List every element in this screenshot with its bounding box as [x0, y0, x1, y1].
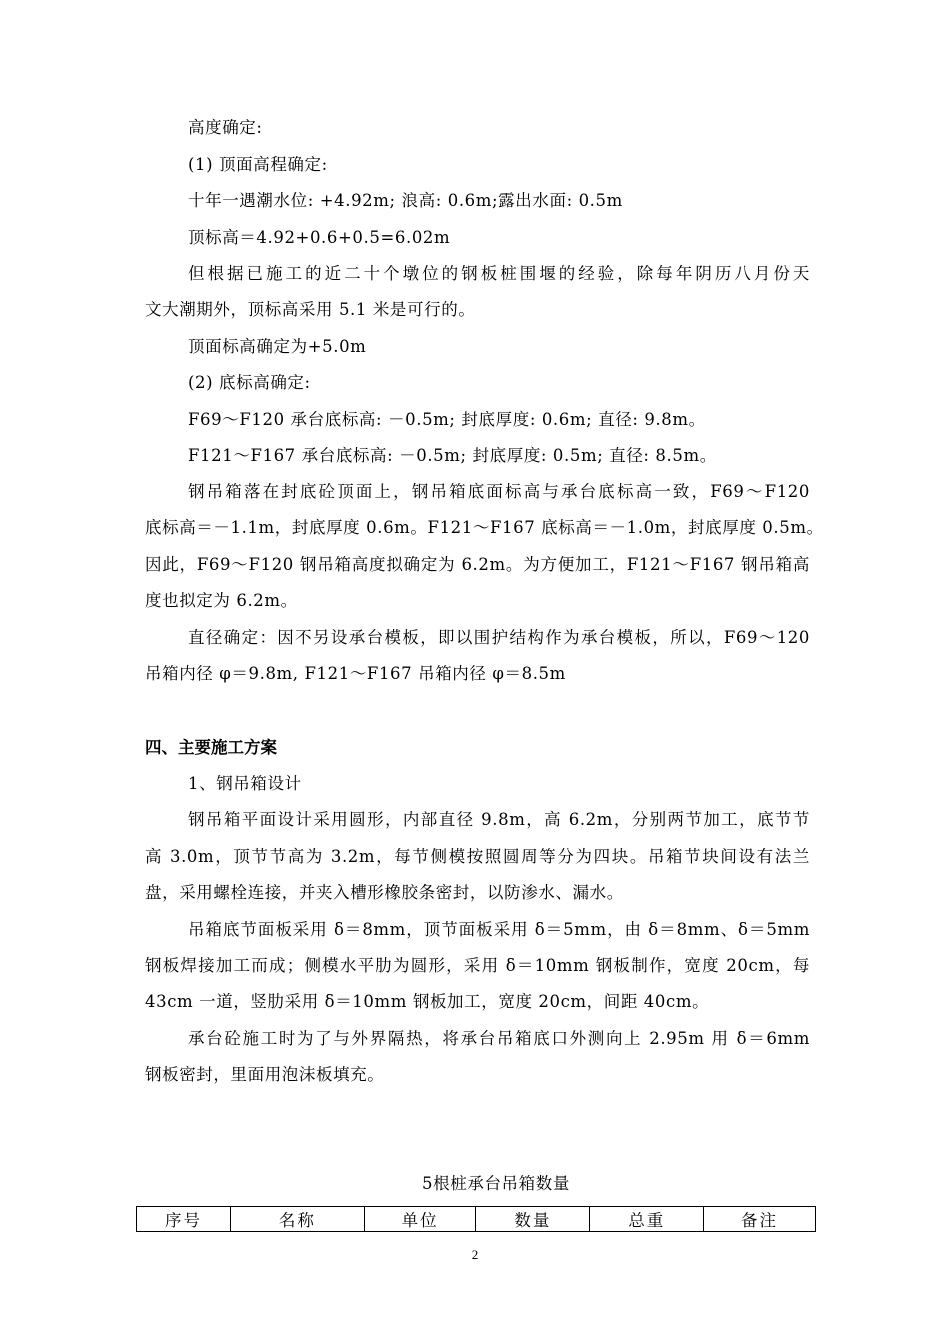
column-header-name: 名称: [231, 1207, 365, 1232]
text-line: 盘，采用螺栓连接，并夹入槽形橡胶条密封，以防渗水、漏水。: [145, 883, 624, 902]
table-caption: 5根桩承台吊箱数量: [422, 1174, 570, 1193]
text-line: 钢吊箱平面设计采用圆形，内部直径 9.8m，高 6.2m，分别两节加工，底节节: [188, 810, 810, 829]
text-line: F121～F167 承台底标高: －0.5m; 封底厚度: 0.5m; 直径: 8.5m。: [188, 446, 717, 465]
page-number: 2: [471, 1247, 479, 1262]
text-line: 钢板焊接加工而成；侧模水平肋为圆形，采用 δ＝10mm 钢板制作，宽度 20cm，每: [145, 956, 810, 975]
text-line: 底标高＝－1.1m，封底厚度 0.6m。F121～F167 底标高＝－1.0m，封底厚度 0.5m。: [145, 518, 824, 537]
section-heading: 四、主要施工方案: [145, 738, 277, 757]
text-line: 文大潮期外，顶标高采用 5.1 米是可行的。: [145, 300, 476, 319]
text-line: 高度确定:: [188, 118, 263, 137]
text-line: F69～F120 承台底标高: －0.5m; 封底厚度: 0.6m; 直径: 9.8m。: [188, 410, 706, 429]
text-line: 顶面标高确定为+5.0m: [188, 337, 367, 356]
subsection-heading: 1、钢吊箱设计: [188, 774, 302, 793]
text-line: 但根据已施工的近二十个墩位的钢板桩围堰的经验，除每年阴历八月份天: [188, 264, 810, 283]
column-header-quantity: 数量: [476, 1207, 590, 1232]
text-line: 承台砼施工时为了与外界隔热，将承台吊箱底口外测向上 2.95m 用 δ＝6mm: [188, 1029, 810, 1048]
column-header-index: 序号: [137, 1207, 231, 1232]
text-line: 直径确定：因不另设承台模板，即以围护结构作为承台模板，所以，F69～120: [188, 628, 810, 647]
column-header-unit: 单位: [364, 1207, 476, 1232]
text-line: 钢吊箱落在封底砼顶面上，钢吊箱底面标高与承台底标高一致，F69～F120: [188, 482, 810, 501]
text-line: (1) 顶面高程确定:: [188, 155, 328, 174]
text-line: 43cm 一道，竖肋采用 δ＝10mm 钢板加工，宽度 20cm，间距 40cm。: [145, 992, 710, 1011]
quantity-table: [136, 1206, 816, 1232]
table-header-row: [137, 1207, 816, 1232]
column-header-total-weight: 总重: [590, 1207, 704, 1232]
text-line: (2) 底标高确定:: [188, 373, 311, 392]
text-line: 高 3.0m，顶节节高为 3.2m，每节侧模按照圆周等分为四块。吊箱节块间设有法兰: [145, 847, 810, 866]
text-line: 吊箱底节面板采用 δ＝8mm，顶节面板采用 δ＝5mm，由 δ＝8mm、δ＝5mm: [188, 920, 810, 939]
text-line: 十年一遇潮水位: +4.92m; 浪高: 0.6m;露出水面: 0.5m: [188, 191, 623, 210]
text-line: 顶标高＝4.92+0.6+0.5=6.02m: [188, 228, 451, 247]
text-line: 因此，F69～F120 钢吊箱高度拟确定为 6.2m。为方便加工，F121～F167 钢吊箱高: [145, 555, 810, 574]
text-line: 度也拟定为 6.2m。: [145, 591, 298, 610]
text-line: 吊箱内径 φ＝9.8m, F121～F167 吊箱内径 φ＝8.5m: [145, 664, 566, 683]
column-header-remarks: 备注: [704, 1207, 816, 1232]
text-line: 钢板密封，里面用泡沫板填充。: [145, 1065, 385, 1084]
